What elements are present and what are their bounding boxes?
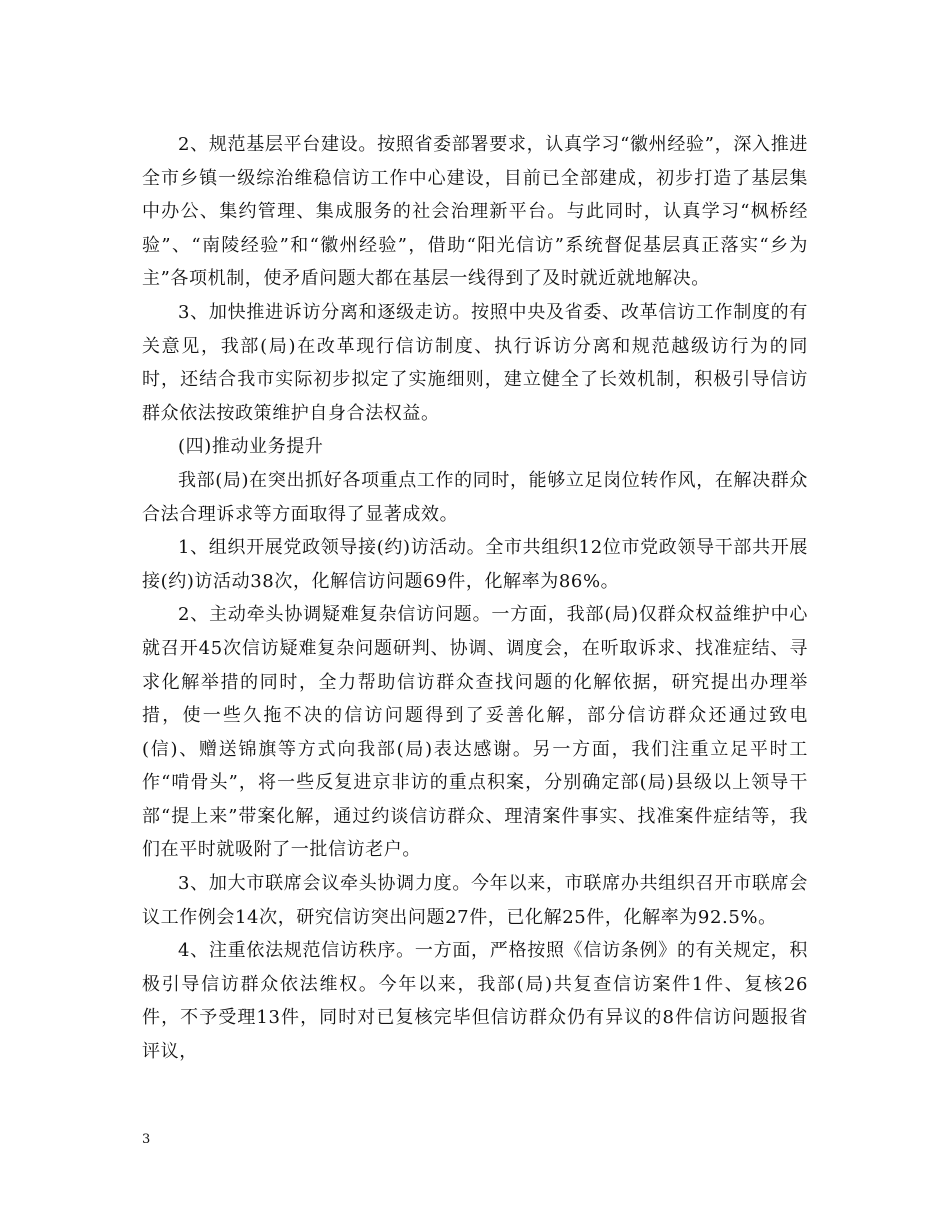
body-text bbox=[142, 128, 808, 1069]
paragraph-platform-construction: 2、规范基层平台建设。按照省委部署要求，认真学习“徽州经验”，深入推进全市乡镇一级综治维稳信访工作中心建设，目前已全部建成，初步打造了基层集中办公、集约管理、集成服务的社会治理新平台。与此同时，认真学习“枫桥经验”、“南陵经验”和“徽州经验”，借助“阳光信访”系统督促基层真正落实“乡为主”各项机制，使矛盾问题大都在基层一线得到了及时就近就地解决。 bbox=[142, 134, 808, 290]
paragraph-joint-meeting: 3、加大市联席会议牵头协调力度。今年以来，市联席办共组织召开市联席会议工作例会14次，研究信访突出问题27件，已化解25件，化解率为92.5%。 bbox=[142, 873, 808, 928]
page-number: 3 bbox=[142, 1132, 151, 1147]
paragraph-section-intro: 我部(局)在突出抓好各项重点工作的同时，能够立足岗位转作风，在解决群众合法合理诉求等方面取得了显著成效。 bbox=[142, 469, 808, 525]
paragraph-leader-visits: 1、组织开展党政领导接(约)访活动。全市共组织12位市党政领导干部共开展接(约)访活动38次，化解信访问题69件，化解率为86%。 bbox=[142, 537, 808, 592]
paragraph-lawful-order: 4、注重依法规范信访秩序。一方面，严格按照《信访条例》的有关规定，积极引导信访群众依法维权。今年以来，我部(局)共复查信访案件1件、复核26 件，不予受理13件，同时对已复核完毕但信访群众仍有异议的8件信访问题报省评议， bbox=[142, 940, 808, 1063]
section-heading: (四)推动业务提升 bbox=[178, 436, 324, 458]
paragraph-litigation-separation: 3、加快推进诉访分离和逐级走访。按照中央及省委、改革信访工作制度的有关意见，我部(局)在改革现行信访制度、执行诉访分离和规范越级访行为的同时，还结合我市实际初步拟定了实施细则，建立健全了长效机制，积极引导信访群众依法按政策维护自身合法权益。 bbox=[142, 301, 808, 424]
paragraph-difficult-cases: 2、主动牵头协调疑难复杂信访问题。一方面，我部(局)仅群众权益维护中心就召开45次信访疑难复杂问题研判、协调、调度会，在听取诉求、找准症结、寻求化解举措的同时，全力帮助信访群众查找问题的化解依据，研究提出办理举措，使一些久拖不决的信访问题得到了妥善化解，部分信访群众还通过致电(信)、赠送锦旗等方式向我部(局)表达感谢。另一方面，我们注重立足平时工作“啃骨头”，将一些反复进京非访的重点积案，分别确定部(局)县级以上领导干部“提上来”带案化解，通过约谈信访群众、理清案件事实、找准案件症结等，我们在平时就吸附了一批信访老户。 bbox=[142, 604, 808, 861]
